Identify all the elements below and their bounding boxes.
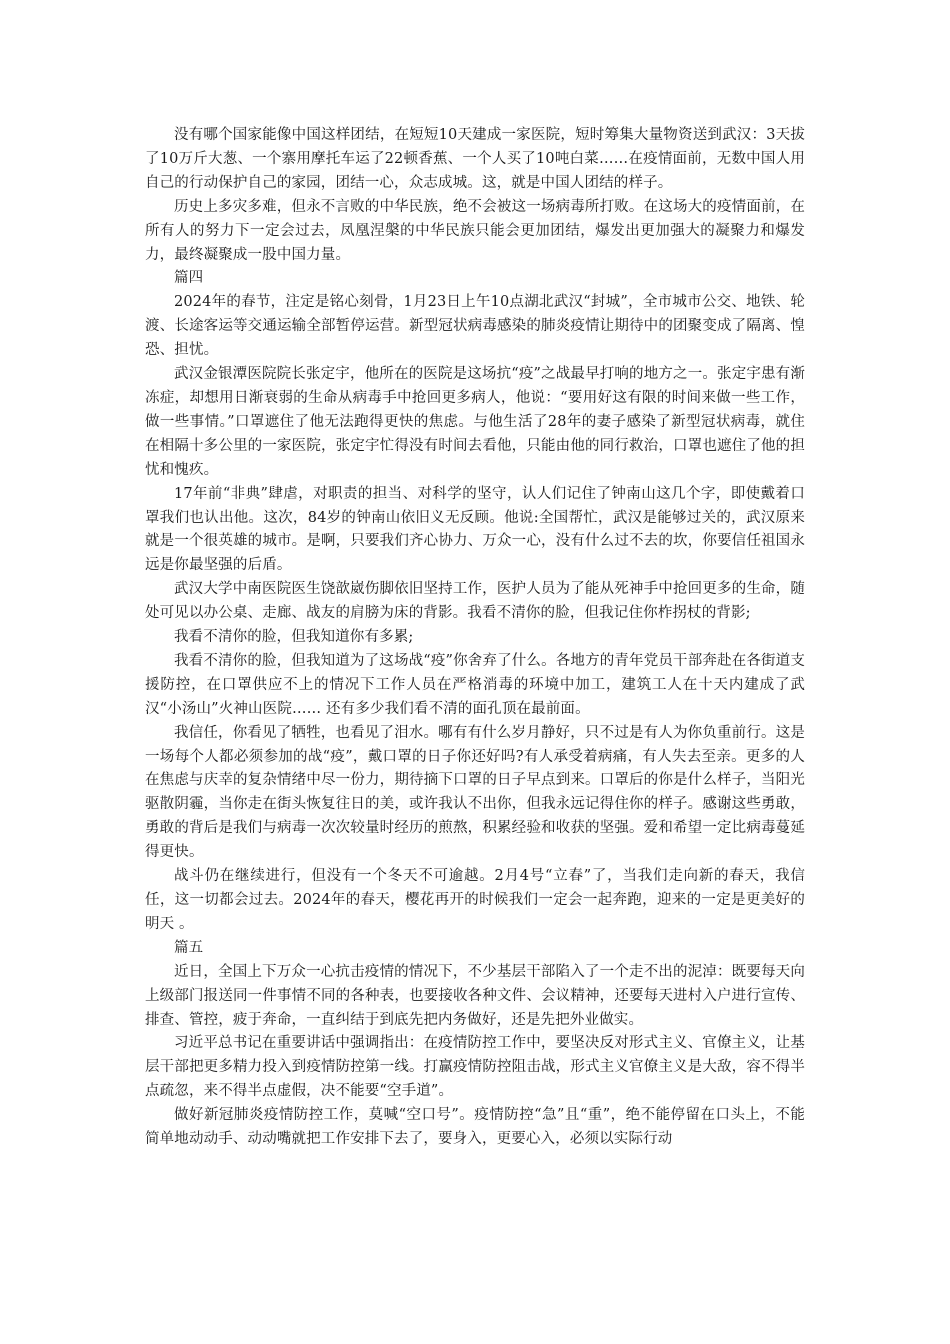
document-body xyxy=(145,124,805,1152)
body-paragraph: 我看不清你的脸，但我知道为了这场战“疫”你舍弃了什么。各地方的青年党员干部奔赴在各街道支援防控，在口罩供应不上的情况下工作人员在严格消毒的环境中加工，建筑工人在十天内建成了武汉“小汤山”火神山医院…… 还有多少我们看不清的面孔顶在最前面。 xyxy=(145,652,805,717)
body-paragraph: 近日，全国上下万众一心抗击疫情的情况下，不少基层干部陷入了一个走不出的泥淖：既要每天向上级部门报送同一件事情不同的各种表，也要接收各种文件、会议精神，还要每天进村入户进行宣传、排查、管控，疲于奔命，一直纠结于到底先把内务做好，还是先把外业做实。 xyxy=(145,963,805,1028)
body-paragraph: 我信任，你看见了牺牲，也看见了泪水。哪有有什么岁月静好，只不过是有人为你负重前行。这是一场每个人都必须参加的战“疫”，戴口罩的日子你还好吗?有人承受着病痛，有人失去至亲。更多的人在焦虑与庆幸的复杂情绪中尽一份力，期待摘下口罩的日子早点到来。口罩后的你是什么样子，当阳光驱散阴霾，当你走在街头恢复往日的美，或许我认不出你，但我永远记得住你的样子。感谢这些勇敢，勇敢的背后是我们与病毒一次次较量时经历的煎熬，积累经验和收获的坚强。爱和希望一定比病毒蔓延得更快。 xyxy=(145,724,805,861)
body-paragraph: 我看不清你的脸，但我知道你有多累; xyxy=(174,629,414,646)
section-heading: 篇五 xyxy=(174,939,204,956)
body-paragraph: 武汉金银潭医院院长张定宇，他所在的医院是这场抗“疫”之战最早打响的地方之一。张定宇患有渐冻症，却想用日渐衰弱的生命从病毒手中抢回更多病人，他说：“要用好这有限的时间来做一些工作，做一些事情。”口罩遮住了他无法跑得更快的焦虑。与他生活了28年的妻子感染了新型冠状病毒，就住在相隔十多公里的一家医院，张定宇忙得没有时间去看他，只能由他的同行救治，口罩也遮住了他的担忧和愧疚。 xyxy=(145,366,805,478)
body-paragraph: 战斗仍在继续进行，但没有一个冬天不可逾越。2月4号“立春”了，当我们走向新的春天，我信任，这一切都会过去。2024年的春天，樱花再开的时候我们一定会一起奔跑，迎来的一定是更美好的明天 。 xyxy=(145,868,805,932)
body-paragraph: 做好新冠肺炎疫情防控工作，莫喊“空口号”。疫情防控“急”且“重”，绝不能停留在口头上，不能简单地动动手、动动嘴就把工作安排下去了，要身入，更要心入，必须以实际行动 xyxy=(145,1107,805,1148)
section-heading: 篇四 xyxy=(174,270,204,287)
body-paragraph: 17年前“非典”肆虐，对职责的担当、对科学的坚守，认人们记住了钟南山这几个字，即使戴着口罩我们也认出他。这次，84岁的钟南山依旧义无反顾。他说:全国帮忙，武汉是能够过关的，武汉原来就是一个很英雄的城市。是啊，只要我们齐心协力、万众一心，没有什么过不去的坎，你要信任祖国永远是你最坚强的后盾。 xyxy=(145,485,805,574)
body-paragraph: 习近平总书记在重要讲话中强调指出：在疫情防控工作中，要坚决反对形式主义、官僚主义，让基层干部把更多精力投入到疫情防控第一线。打赢疫情防控阻击战，形式主义官僚主义是大敌，容不得半点疏忽，来不得半点虚假，决不能要“空手道”。 xyxy=(145,1035,805,1100)
body-paragraph: 武汉大学中南医院医生饶歆崴伤脚依旧坚持工作，医护人员为了能从死神手中抢回更多的生命，随处可见以办公桌、走廊、战友的肩膀为床的背影。我看不清你的脸，但我记住你柞拐杖的背影; xyxy=(145,581,805,622)
body-paragraph: 历史上多灾多难，但永不言败的中华民族，绝不会被这一场病毒所打败。在这场大的疫情面前，在所有人的努力下一定会过去，凤凰涅槃的中华民族只能会更加团结，爆发出更加强大的凝聚力和爆发力，最终凝聚成一股中国力量。 xyxy=(145,198,805,263)
body-paragraph: 2024年的春节，注定是铭心刻骨，1月23日上午10点湖北武汉“封城”，全市城市公交、地铁、轮渡、长途客运等交通运输全部暂停运营。新型冠状病毒感染的肺炎疫情让期待中的团聚变成了隔离、惶恐、担忧。 xyxy=(145,294,805,359)
body-paragraph: 没有哪个国家能像中国这样团结，在短短10天建成一家医院，短时筹集大量物资送到武汉：3天拔了10万斤大葱、一个寨用摩托车运了22顿香蕉、一个人买了10吨白菜……在疫情面前，无数中国人用自己的行动保护自己的家园，团结一心，众志成城。这，就是中国人团结的样子。 xyxy=(145,127,805,191)
